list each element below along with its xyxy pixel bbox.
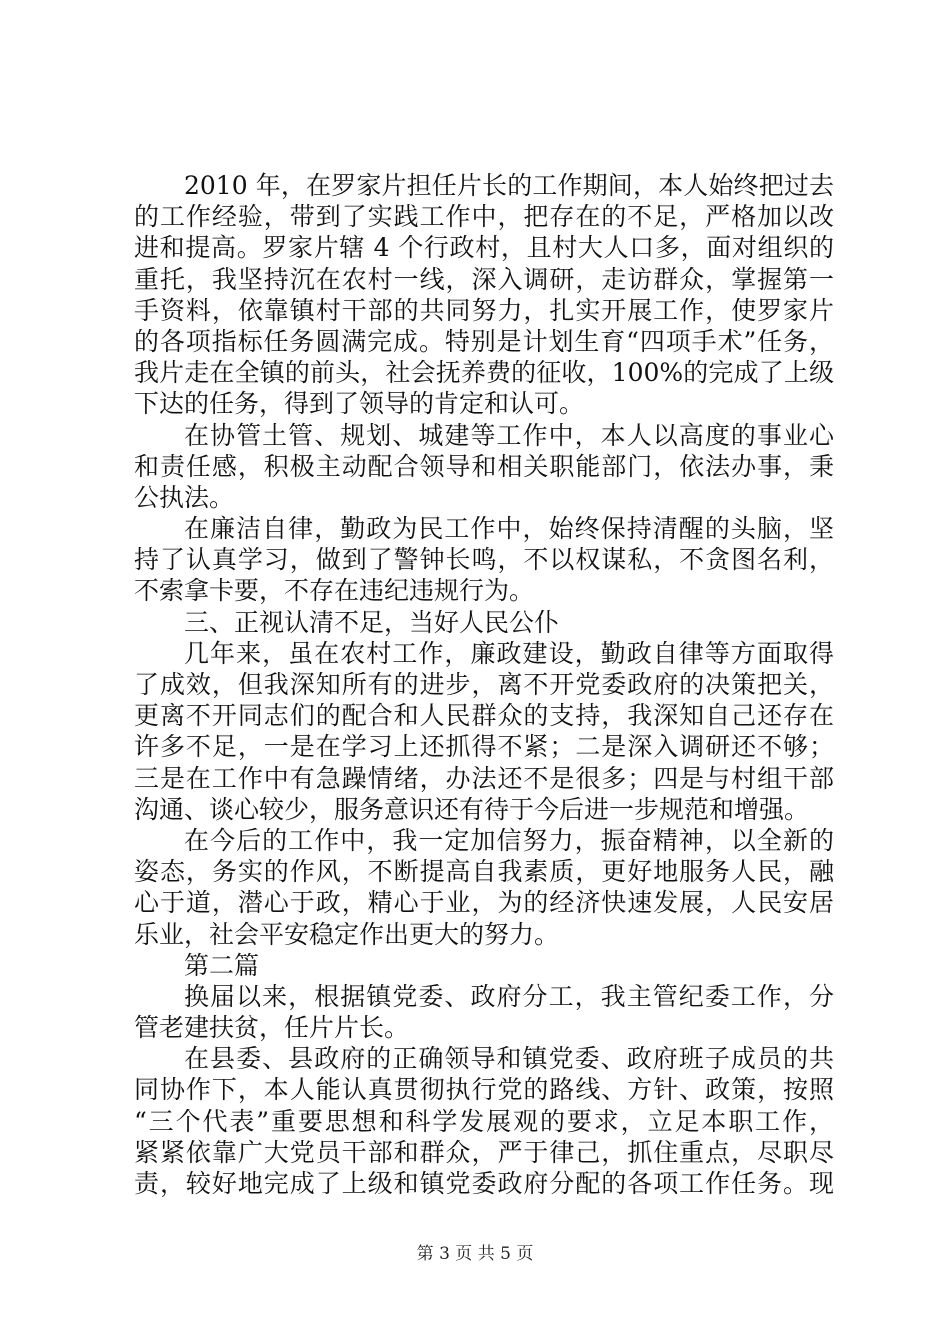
text-line: 不索拿卡要，不存在违纪违规行为。 <box>134 576 535 606</box>
text-line: 三、正视认清不足，当好人民公仆 <box>184 607 560 637</box>
text-line: 紧紧依靠广大党员干部和群众，严于律己，抓住重点，尽职尽 <box>134 1137 834 1167</box>
page-footer: 第 3 页 共 5 页 <box>416 1244 534 1264</box>
text-line: 沟通、谈心较少，服务意识还有待于今后进一步规范和增强。 <box>134 794 810 824</box>
text-line: 的各项指标任务圆满完成。特别是计划生育“四项手术”任务， <box>134 326 834 356</box>
text-line: 几年来，虽在农村工作，廉政建设，勤政自律等方面取得 <box>184 638 834 668</box>
text-line: 和责任感，积极主动配合领导和相关职能部门，依法办事，秉 <box>134 451 834 481</box>
text-line: “三个代表”重要思想和科学发展观的要求，立足本职工作， <box>134 1106 834 1136</box>
text-line: 在协管土管、规划、城建等工作中，本人以高度的事业心 <box>184 420 834 450</box>
text-line: 公执法。 <box>134 482 235 512</box>
text-line: 许多不足，一是在学习上还抓得不紧；二是深入调研还不够； <box>134 732 834 762</box>
text-line: 责，较好地完成了上级和镇党委政府分配的各项工作任务。现 <box>134 1169 834 1198</box>
text-line: 换届以来，根据镇党委、政府分工，我主管纪委工作，分 <box>184 981 834 1011</box>
text-line: 下达的任务，得到了领导的肯定和认可。 <box>134 389 585 419</box>
text-line: 2010 年，在罗家片担任片长的工作期间，本人始终把过去 <box>184 171 834 200</box>
text-line: 手资料，依靠镇村干部的共同努力，扎实开展工作，使罗家片 <box>134 295 834 325</box>
document-body <box>134 170 834 1199</box>
text-line: 重托，我坚持沉在农村一线，深入调研，走访群众，掌握第一 <box>134 264 834 294</box>
text-line: 管老建扶贫，任片片长。 <box>134 1013 410 1043</box>
text-line: 在县委、县政府的正确领导和镇党委、政府班子成员的共 <box>184 1044 834 1074</box>
text-line: 姿态，务实的作风，不断提高自我素质，更好地服务人民，融 <box>134 857 834 887</box>
text-line: 了成效，但我深知所有的进步，离不开党委政府的决策把关， <box>134 670 834 699</box>
text-line: 在今后的工作中，我一定加信努力，振奋精神，以全新的 <box>184 825 834 855</box>
text-line: 同协作下，本人能认真贯彻执行党的路线、方针、政策，按照 <box>134 1075 834 1105</box>
text-line: 更离不开同志们的配合和人民群众的支持，我深知自己还存在 <box>134 701 834 731</box>
text-line: 进和提高。罗家片辖 4 个行政村，且村大人口多，面对组织的 <box>134 233 834 263</box>
text-line: 在廉洁自律，勤政为民工作中，始终保持清醒的头脑，坚 <box>184 514 834 544</box>
text-line: 我片走在全镇的前头，社会抚养费的征收，100%的完成了上级 <box>134 358 834 388</box>
text-line: 三是在工作中有急躁情绪，办法还不是很多；四是与村组干部 <box>134 763 834 793</box>
text-line: 的工作经验，带到了实践工作中，把存在的不足，严格加以改 <box>134 202 834 232</box>
text-line: 第二篇 <box>184 950 260 980</box>
text-line: 持了认真学习，做到了警钟长鸣，不以权谋私，不贪图名利， <box>134 545 834 575</box>
text-line: 心于道，潜心于政，精心于业，为的经济快速发展，人民安居 <box>134 888 834 918</box>
text-line: 乐业，社会平安稳定作出更大的努力。 <box>134 919 560 949</box>
